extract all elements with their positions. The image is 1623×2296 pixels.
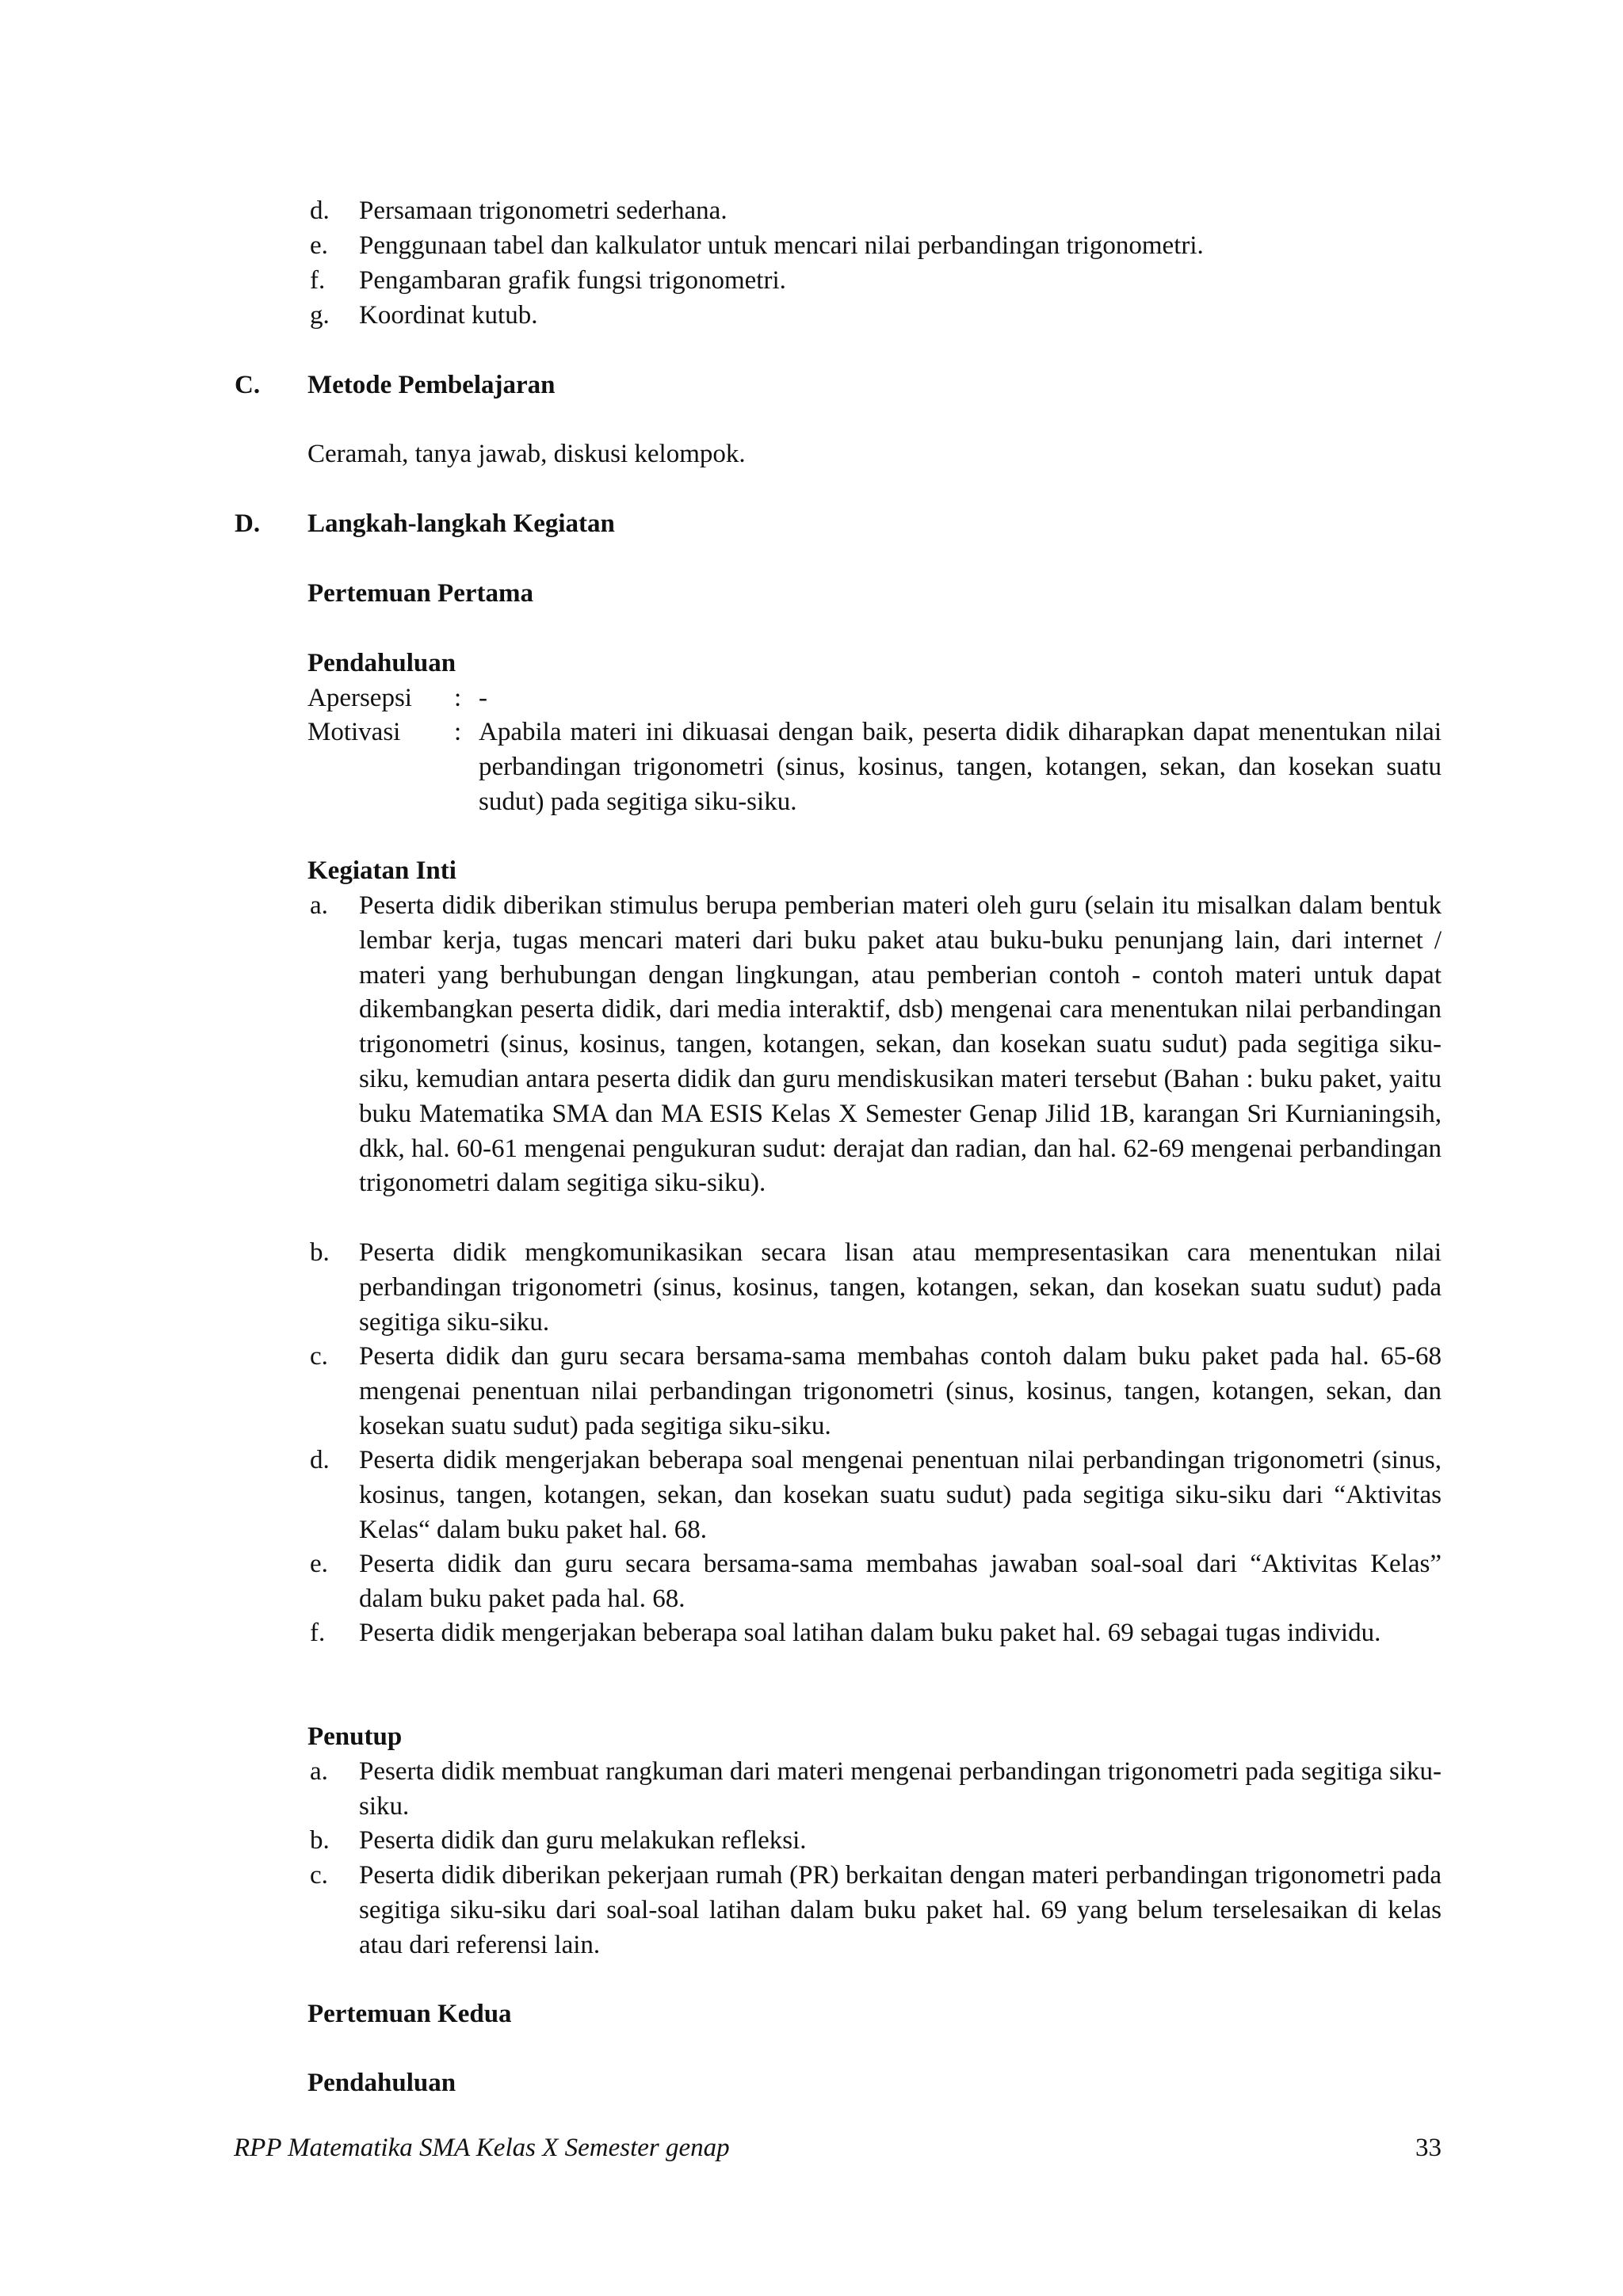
section-c-title: Metode Pembelajaran: [307, 371, 556, 399]
list-marker: f.: [310, 266, 326, 295]
meeting2-title: Pertemuan Kedua: [307, 2000, 512, 2028]
core-item: [311, 889, 1442, 1201]
section-d-letter: D.: [235, 509, 261, 538]
core-item: [311, 1236, 1442, 1340]
list-marker: d.: [310, 196, 330, 225]
closing-item: [311, 1824, 1442, 1859]
section-c-letter: C.: [235, 371, 261, 399]
list-text: Peserta didik dan guru secara bersama-sama membahas contoh dalam buku paket pada hal. 65-68 mengenai penentuan nilai perbandingan trigonometri (sinus, kosinus, tangen, kotangen, sekan, dan kosekan suatu sudut) pada segitiga siku-siku.: [359, 1342, 1442, 1440]
list-text: Pengambaran grafik fungsi trigonometri.: [359, 266, 786, 295]
topic-item: [311, 194, 1442, 229]
core-activity-heading: Kegiatan Inti: [307, 856, 456, 885]
page-number: 33: [1415, 2134, 1442, 2162]
apersepsi-value: -: [479, 684, 487, 712]
core-item: [311, 1340, 1442, 1444]
list-text: Koordinat kutub.: [359, 301, 538, 330]
topic-item: [311, 299, 1442, 334]
closing-item: [311, 1755, 1442, 1825]
list-marker: c.: [310, 1861, 328, 1890]
list-text: Peserta didik mengerjakan beberapa soal mengenai penentuan nilai perbandingan trigonometri (sinus, kosinus, tangen, kotangen, sekan, dan kosekan suatu sudut) pada segitiga siku-siku dari “Aktivitas Kelas“ dalam buku paket hal. 68.: [359, 1446, 1442, 1544]
list-marker: g.: [310, 301, 330, 330]
list-marker: b.: [310, 1826, 330, 1855]
list-marker: c.: [310, 1342, 328, 1371]
list-marker: e.: [310, 231, 328, 260]
topic-item: [311, 264, 1442, 299]
list-text: Peserta didik diberikan pekerjaan rumah (PR) berkaitan dengan materi perbandingan trigonometri pada segitiga siku-siku dari soal-soal latihan dalam buku paket hal. 69 yang belum terselesaikan di kelas atau dari referensi lain.: [359, 1861, 1442, 1959]
closing-item: [311, 1859, 1442, 1962]
list-marker: a.: [310, 1757, 328, 1786]
meeting1-intro-heading: Pendahuluan: [307, 649, 456, 677]
meeting2-intro-heading: Pendahuluan: [307, 2069, 456, 2097]
core-item: [311, 1616, 1442, 1651]
meeting1-title: Pertemuan Pertama: [307, 579, 533, 608]
list-marker: f.: [310, 1619, 326, 1647]
apersepsi-colon: :: [454, 684, 462, 712]
list-text: Peserta didik mengkomunikasikan secara lisan atau mempresentasikan cara menentukan nilai perbandingan trigonometri (sinus, kosinus, tangen, kotangen, sekan, dan kosekan suatu sudut) pada segitiga siku-siku.: [359, 1238, 1442, 1337]
motivasi-colon: :: [454, 718, 462, 746]
list-text: Peserta didik mengerjakan beberapa soal latihan dalam buku paket hal. 69 sebagai tugas individu.: [359, 1619, 1381, 1647]
section-c-body: Ceramah, tanya jawab, diskusi kelompok.: [307, 440, 746, 468]
list-text: Penggunaan tabel dan kalkulator untuk mencari nilai perbandingan trigonometri.: [359, 231, 1204, 260]
list-text: Peserta didik dan guru melakukan refleksi.: [359, 1826, 807, 1855]
list-text: Persamaan trigonometri sederhana.: [359, 196, 727, 225]
core-item: [311, 1444, 1442, 1547]
apersepsi-label: Apersepsi: [307, 684, 412, 712]
list-marker: d.: [310, 1446, 330, 1474]
list-text: Peserta didik diberikan stimulus berupa pemberian materi oleh guru (selain itu misalkan dalam bentuk lembar kerja, tugas mencari materi dari buku paket atau buku-buku penunjang lain, dari internet / materi yang berhubungan dengan lingkungan, atau pemberian contoh - contoh materi untuk dapat dikembangkan peserta didik, dari media interaktif, dsb) mengenai cara menentukan nilai perbandingan trigonometri (sinus, kosinus, tangen, kotangen, sekan, dan kosekan suatu sudut) pada segitiga siku-siku, kemudian antara peserta didik dan guru mendiskusikan materi tersebut (Bahan : buku paket, yaitu buku Matematika SMA dan MA ESIS Kelas X Semester Genap Jilid 1B, karangan Sri Kurnianingsih, dkk, hal. 60-61 mengenai pengukuran sudut: derajat dan radian, dan hal. 62-69 mengenai perbandingan trigonometri dalam segitiga siku-siku).: [359, 891, 1442, 1198]
list-text: Peserta didik membuat rangkuman dari materi mengenai perbandingan trigonometri pada segitiga siku-siku.: [359, 1757, 1442, 1821]
section-d-title: Langkah-langkah Kegiatan: [307, 509, 615, 538]
motivasi-label: Motivasi: [307, 718, 401, 746]
closing-heading: Penutup: [307, 1722, 403, 1751]
footer-title: RPP Matematika SMA Kelas X Semester genap: [234, 2134, 730, 2162]
list-marker: a.: [310, 891, 328, 920]
list-text: Peserta didik dan guru secara bersama-sama membahas jawaban soal-soal dari “Aktivitas Kelas” dalam buku paket pada hal. 68.: [359, 1550, 1442, 1613]
core-item: [311, 1547, 1442, 1617]
list-marker: b.: [310, 1238, 330, 1267]
topic-item: [311, 229, 1442, 264]
motivasi-value: Apabila materi ini dikuasai dengan baik, peserta didik diharapkan dapat menentukan nilai perbandingan trigonometri (sinus, kosinus, tangen, kotangen, sekan, dan kosekan suatu sudut) pada segitiga siku-siku.: [479, 718, 1442, 816]
list-marker: e.: [310, 1550, 328, 1578]
